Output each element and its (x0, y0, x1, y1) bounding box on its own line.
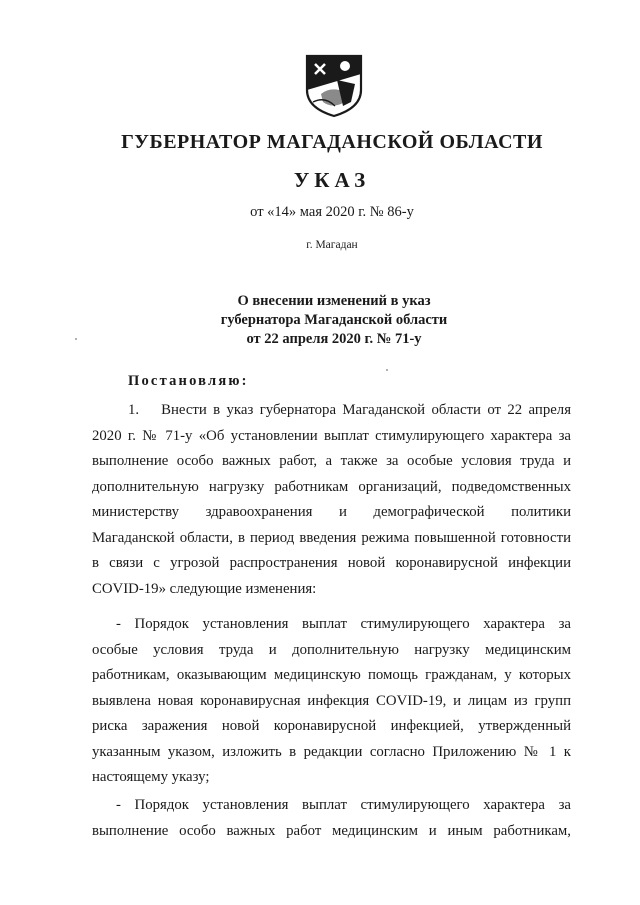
document-subject (14, 292, 640, 349)
decree-word: Постановляю: (128, 373, 249, 389)
text-line: риска заражения новой коронавирусной инфекцией, утвержденный (92, 718, 571, 734)
subject-line: от 22 апреля 2020 г. № 71-у (246, 331, 422, 347)
text-line: выявлена новая коронавирусная инфекция COVID-19, и лицам из групп (92, 692, 571, 709)
document-date-number: от «14» мая 2020 г. № 86-у (250, 204, 414, 220)
text-line: настоящему указу; (92, 769, 210, 785)
paragraph-item-1 (92, 398, 571, 602)
text-line: дополнительную нагрузку работникам организаций, подведомственных (92, 478, 571, 495)
subject-line: О внесении изменений в указ (237, 293, 431, 309)
scan-speck (386, 369, 388, 371)
document-city: г. Магадан (306, 239, 358, 251)
subject-line: губернатора Магаданской области (220, 312, 448, 328)
text-line: Магаданской области, в период введения режима повышенной готовности (92, 529, 571, 546)
text-line: COVID-19» следующие изменения: (92, 580, 317, 597)
scan-speck (75, 338, 77, 340)
text-line: - Порядок установления выплат стимулирующего характера за (116, 797, 571, 813)
text-line: выполнение особо важных работ, а также за особые условия труда и (92, 453, 571, 469)
coat-of-arms-icon (301, 50, 367, 118)
paragraph-item-2 (92, 612, 571, 791)
text-line: указанным указом, изложить в редакции согласно Приложению № 1 к (92, 743, 571, 760)
text-line: выполнение особо важных работ медицинским и иным работникам, (92, 822, 571, 839)
org-title: ГУБЕРНАТОР МАГАДАНСКОЙ ОБЛАСТИ (121, 131, 543, 153)
text-line: министерству здравоохранения и демографической политики (92, 504, 571, 520)
text-line: в связи с угрозой распространения новой коронавирусной инфекции (92, 555, 571, 571)
text-line: особые условия труда и дополнительную нагрузку медицинским (92, 641, 571, 658)
document-type: УКАЗ (293, 168, 371, 192)
item-number: 1. (128, 402, 140, 418)
paragraph-item-3 (92, 793, 571, 844)
text-line-content: Внести в указ губернатора Магаданской области от 22 апреля (161, 402, 571, 418)
text-line: 2020 г. № 71-у «Об установлении выплат стимулирующего характера за (92, 427, 571, 444)
text-line: - Порядок установления выплат стимулирующего характера за (116, 616, 571, 632)
text-line: работникам, оказывающим медицинскую помощь гражданам, у которых (92, 667, 571, 683)
text-line (92, 398, 571, 424)
